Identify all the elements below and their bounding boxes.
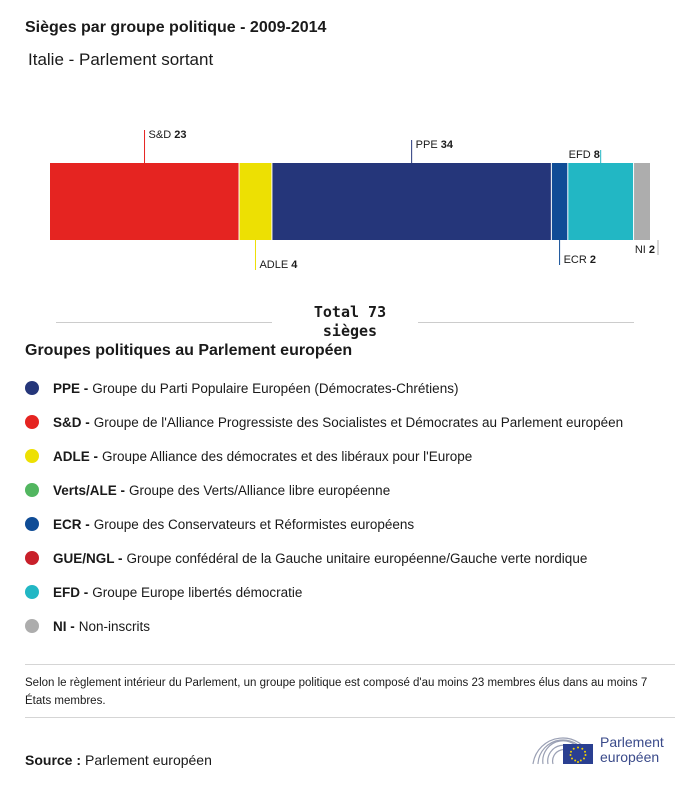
legend-swatch (25, 483, 39, 497)
legend-title: Groupes politiques au Parlement européen (25, 342, 353, 359)
bar-segment-ni (634, 163, 650, 240)
legend-desc: Groupe Alliance des démocrates et des libéraux pour l'Europe (102, 448, 473, 464)
legend-item (25, 507, 623, 541)
legend-item (25, 439, 623, 473)
legend-desc: Groupe de l'Alliance Progressiste des Socialistes et Démocrates au Parlement européen (93, 414, 624, 430)
legend-abbr: EFD - (53, 584, 89, 600)
source-line (25, 752, 212, 768)
source-value: Parlement européen (85, 752, 212, 768)
divider-bottom (25, 717, 675, 718)
total-rule-left (56, 322, 272, 323)
data-label: S&D 23 (148, 129, 187, 141)
legend (25, 371, 623, 643)
legend-abbr: Verts/ALE - (53, 482, 126, 498)
logo-line-2: européen (600, 749, 660, 765)
source-label: Source : (25, 752, 82, 768)
legend-swatch (25, 449, 39, 463)
legend-swatch (25, 415, 39, 429)
bar-segment-ppe (272, 163, 551, 240)
legend-item (25, 405, 623, 439)
legend-swatch (25, 517, 39, 531)
data-label: ADLE 4 (259, 259, 298, 271)
legend-item (25, 473, 623, 507)
logo-text (600, 735, 664, 765)
bar-segment-sd (50, 163, 239, 240)
legend-abbr: GUE/NGL - (53, 550, 123, 566)
legend-item (25, 575, 623, 609)
legend-abbr: PPE - (53, 380, 89, 396)
data-label: EFD 8 (568, 149, 600, 161)
data-label: ECR 2 (563, 254, 596, 266)
logo-line-1: Parlement (600, 734, 664, 750)
legend-desc: Non-inscrits (78, 618, 151, 634)
legend-swatch (25, 585, 39, 599)
legend-swatch (25, 619, 39, 633)
parliament-logo (529, 728, 679, 770)
data-label: NI 2 (634, 244, 655, 256)
legend-desc: Groupe du Parti Populaire Européen (Démocrates-Chrétiens) (92, 380, 459, 396)
legend-desc: Groupe confédéral de la Gauche unitaire européenne/Gauche verte nordique (126, 550, 588, 566)
total-seats-label (300, 303, 400, 341)
bar-segment-adle (239, 163, 272, 240)
chart-title: Sièges par groupe politique - 2009-2014 (25, 19, 327, 36)
total-line-2: sièges (322, 322, 378, 340)
legend-desc: Groupe Europe libertés démocratie (92, 584, 303, 600)
hemicycle-icon (529, 728, 595, 768)
legend-abbr: ADLE - (53, 448, 98, 464)
legend-abbr: ECR - (53, 516, 90, 532)
stacked-bar-chart (0, 120, 700, 290)
legend-item (25, 609, 623, 643)
legend-abbr: S&D - (53, 414, 90, 430)
footnote: Selon le règlement intérieur du Parlement, un groupe politique est composé d'au moins 23 membres élus dans au moins 7 États membres. (25, 677, 648, 707)
legend-desc: Groupe des Conservateurs et Réformistes européens (93, 516, 415, 532)
legend-item (25, 541, 623, 575)
legend-swatch (25, 551, 39, 565)
divider-top (25, 664, 675, 665)
bar-segment-efd (568, 163, 634, 240)
data-label: PPE 34 (415, 139, 453, 151)
legend-item (25, 371, 623, 405)
legend-desc: Groupe des Verts/Alliance libre européenne (129, 482, 391, 498)
legend-swatch (25, 381, 39, 395)
legend-abbr: NI - (53, 618, 75, 634)
total-rule-right (418, 322, 634, 323)
total-line-1: Total 73 (313, 303, 387, 321)
chart-subtitle: Italie - Parlement sortant (28, 50, 214, 69)
bar-segment-ecr (551, 163, 567, 240)
